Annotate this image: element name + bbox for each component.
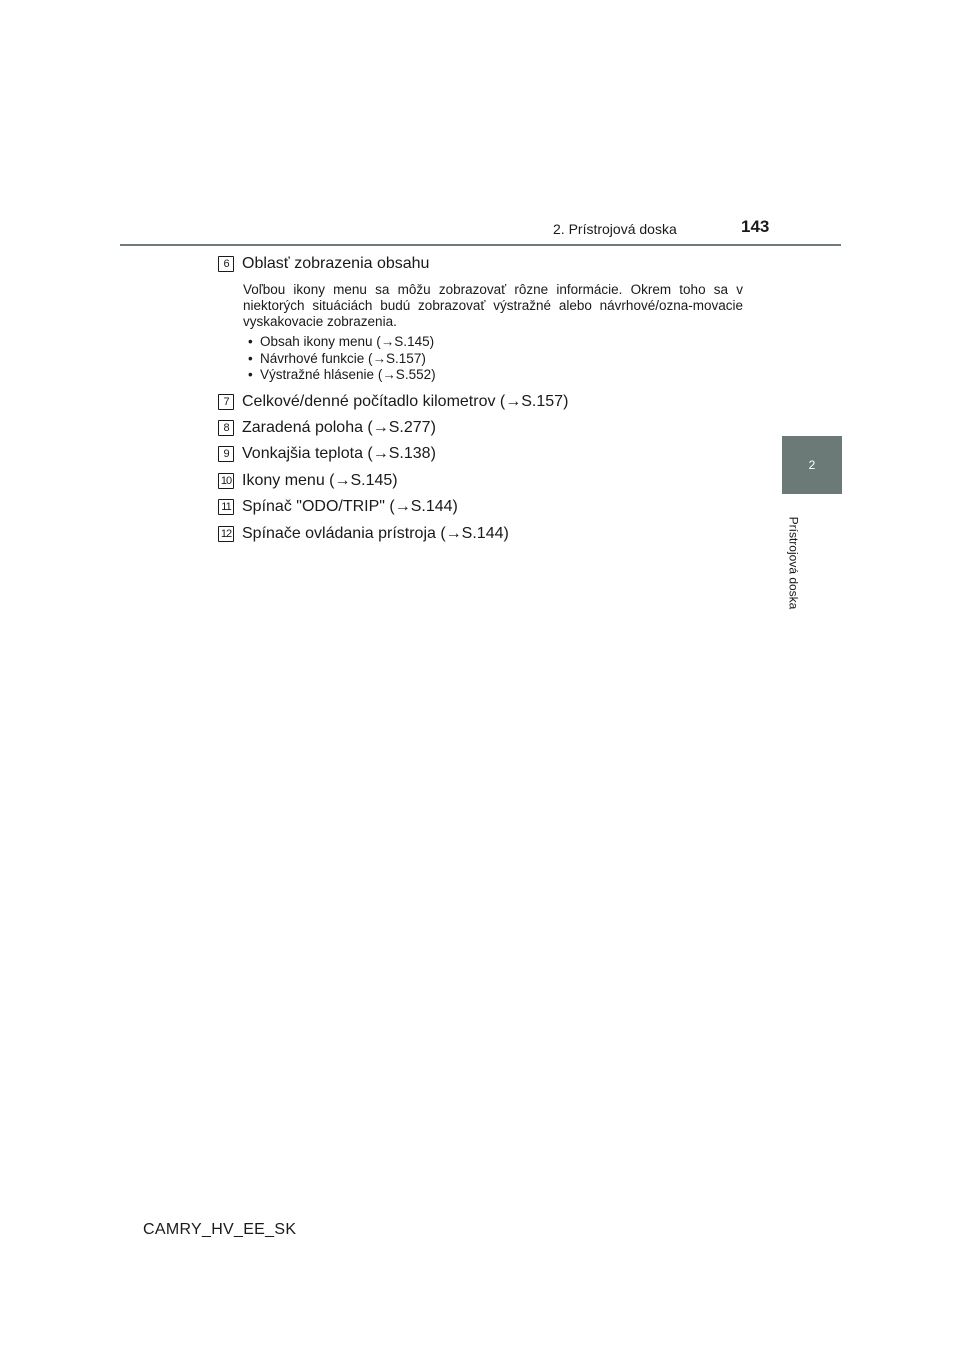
list-item <box>218 393 568 411</box>
item-label: Vonkajšia teplota (→S.138) <box>242 445 436 462</box>
page-number: 143 <box>741 217 770 236</box>
item-number-badge: 6 <box>218 256 234 272</box>
item-number-badge: 10 <box>218 473 234 489</box>
header-divider <box>120 244 841 246</box>
list-item <box>218 498 458 516</box>
item-label: Ikony menu (→S.145) <box>242 472 398 489</box>
chapter-side-label <box>773 505 813 620</box>
bullet-text: Obsah ikony menu (→S.145) <box>260 334 435 349</box>
bullet-text: Návrhové funkcie (→S.157) <box>260 350 426 366</box>
bullet-icon: • <box>248 350 253 366</box>
list-item <box>218 419 436 437</box>
description-paragraph: Voľbou ikony menu sa môžu zobrazovať rôzne informácie. Okrem toho sa v niektorých situáciách budú zobrazovať výstražné alebo návrhové/ozna-movacie vyskakovacie zobrazenia. <box>243 282 743 329</box>
item-number-badge: 7 <box>218 394 234 410</box>
bullet-text: Výstražné hlásenie (→S.552) <box>260 367 436 382</box>
bullet-item <box>248 367 436 384</box>
list-item <box>218 525 509 543</box>
bullet-icon: • <box>248 367 253 382</box>
item-number-badge: 8 <box>218 420 234 436</box>
list-item <box>218 445 436 463</box>
chapter-tab <box>782 436 842 494</box>
document-code: CAMRY_HV_EE_SK <box>143 1221 297 1238</box>
list-item <box>218 255 429 273</box>
item-number-badge: 9 <box>218 446 234 462</box>
bullet-item <box>248 351 436 368</box>
bullet-list <box>248 334 436 384</box>
item-label: Spínač "ODO/TRIP" (→S.144) <box>242 498 458 515</box>
item-label: Spínače ovládania prístroja (→S.144) <box>242 525 509 542</box>
section-title: 2. Prístrojová doska <box>553 221 677 237</box>
bullet-item <box>248 334 436 351</box>
bullet-icon: • <box>248 334 253 349</box>
chapter-tab-number: 2 <box>808 458 816 472</box>
item-label: Oblasť zobrazenia obsahu <box>242 255 430 272</box>
item-number-badge: 11 <box>218 499 234 515</box>
item-label: Zaradená poloha (→S.277) <box>242 419 436 436</box>
list-item <box>218 472 398 490</box>
chapter-side-label-text: Prístrojová doska <box>786 516 800 609</box>
item-label: Celkové/denné počítadlo kilometrov (→S.157) <box>242 393 569 410</box>
item-number-badge: 12 <box>218 526 234 542</box>
